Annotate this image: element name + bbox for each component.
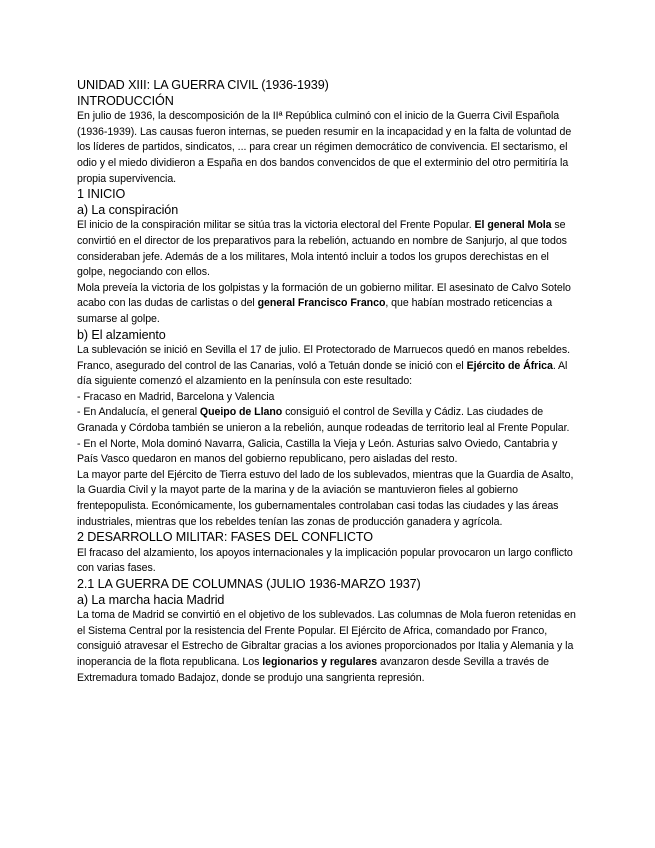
document-page <box>77 78 579 686</box>
uprising-list-item: - Fracaso en Madrid, Barcelona y Valencia <box>77 390 275 403</box>
section-1-heading: 1 INICIO <box>77 187 126 202</box>
madrid-march-paragraph <box>77 608 579 686</box>
conspiracy-paragraph-1 <box>77 218 579 280</box>
text-run: - En Andalucía, el general <box>77 406 200 419</box>
uprising-paragraph-1 <box>77 343 579 390</box>
intro-heading: INTRODUCCIÓN <box>77 93 174 108</box>
section-2-1a-heading: a) La marcha hacia Madrid <box>77 592 225 607</box>
bold-run: general Francisco Franco <box>257 297 386 310</box>
document-title: UNIDAD XIII: LA GUERRA CIVIL (1936-1939) <box>77 78 329 92</box>
uprising-paragraph-2: La mayor parte del Ejército de Tierra estuvo del lado de los sublevados, mientras que la Guardia de Asalto, la Guardia Civil y la mayot parte de la marina y de la aviación se mantuvieron fieles al gobierno frentepopulista. Económicamente, los gubernamentales controlaban casi todas las ciudades y las áreas industriales, mientras que los rebeldes tenían las zonas de producción ganadera y agrícola. <box>77 468 574 528</box>
text-run: , que habían mostrado reticencias a sumarse al golpe. <box>77 297 553 325</box>
conspiracy-paragraph-2 <box>77 281 579 328</box>
uprising-list-item: - En el Norte, Mola dominó Navarra, Galicia, Castilla la Vieja y León. Asturias salvo Oviedo, Cantabria y País Vasco quedaron en manos del gobierno republicano, pero aisladas del resto. <box>77 437 558 466</box>
bold-run: Ejército de África <box>466 359 553 372</box>
text-run: El inicio de la conspiración militar se sitúa tras la victoria electoral del Frente Popular. <box>77 219 475 232</box>
text-run: se convirtió en el director de los preparativos para la rebelión, actuando en nombre de Sanjurjo, al que todos consideraban jefe. Además de a los militares, Mola intentó incluir a todos los grupos derechistas en el golpe, negociando con ellos. <box>77 219 567 279</box>
bold-run: El general Mola <box>474 219 552 232</box>
text-run: La toma de Madrid se convirtió en el objetivo de los sublevados. Las columnas de Mola fueron retenidas en el Sistema Central por la resistencia del Frente Popular. El Ejército de Africa, comandado por Franco, consiguió atravesar el Estrecho de Gibraltar gracias a los aviones proporcionados por Italia y Alemania y la inoperancia de la flota republicana. Los <box>77 609 576 668</box>
intro-paragraph: En julio de 1936, la descomposición de la IIª República culminó con el inicio de la Guerra Civil Española (1936-1939). Las causas fueron internas, se pueden resumir en la incapacidad y en la falta de voluntad de los líderes de partidos, sindicatos, ... para crear un régimen democrático de convivencia. El sectarismo, el odio y el miedo dividieron a España en dos bandos convencidos de que el exterminio del otro permitiría la propia supervivencia. <box>77 110 572 185</box>
section-1b-heading: b) El alzamiento <box>77 327 166 342</box>
text-run: Mola preveía la victoria de los golpistas y la formación de un gobierno militar. El asesinato de Calvo Sotelo acabo con las dudas de carlistas o del <box>77 281 571 310</box>
bold-run: Queipo de Llano <box>199 406 283 419</box>
section-1a-heading: a) La conspiración <box>77 202 179 217</box>
section-2-1-heading: 2.1 LA GUERRA DE COLUMNAS (JULIO 1936-MARZO 1937) <box>77 577 421 591</box>
text-run: La sublevación se inició en Sevilla el 17 de julio. El Protectorado de Marruecos quedó en manos rebeldes. Franco, asegurado del control de las Canarias, voló a Tetuán donde se inició con el <box>77 344 570 372</box>
text-run: avanzaron desde Sevilla a través de Extremadura tomado Badajoz, donde se produjo una sangrienta represión. <box>77 655 550 684</box>
section-2-paragraph: El fracaso del alzamiento, los apoyos internacionales y la implicación popular provocaron un largo conflicto con varias fases. <box>77 546 573 575</box>
text-run: . Al día siguiente comenzó el alzamiento en la península con este resultado: <box>77 359 568 388</box>
uprising-list-item <box>77 405 579 436</box>
text-run: consiguió el control de Sevilla y Cádiz. Las ciudades de Granada y Córdoba también se unieron a la rebelión, aunque rodeadas de territorio leal al Frente Popular. <box>77 406 570 435</box>
section-2-heading: 2 DESARROLLO MILITAR: FASES DEL CONFLICTO <box>77 530 373 545</box>
bold-run: legionarios y regulares <box>262 655 378 668</box>
